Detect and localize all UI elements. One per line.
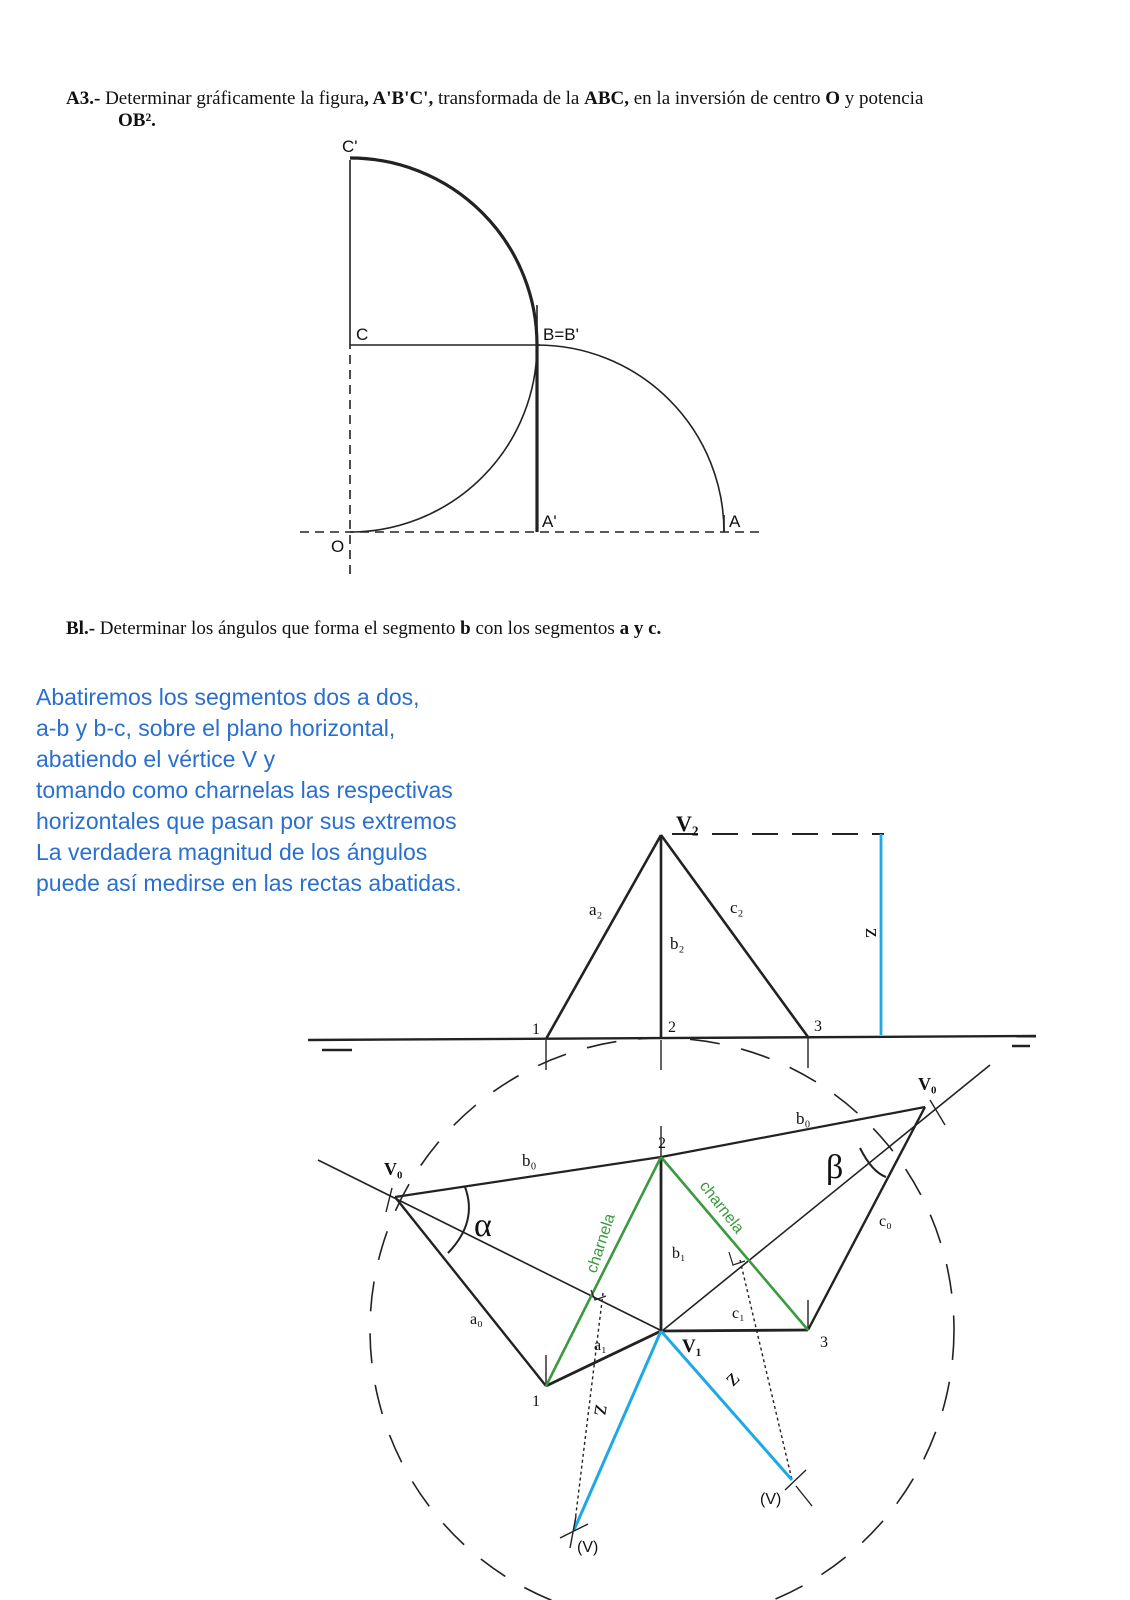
label-2-plan: 2 [658,1135,666,1152]
problem-b1-text-2: con los segmentos [470,618,620,639]
tick-v0-left [386,1188,392,1212]
label-1-elevation: 1 [532,1021,540,1038]
label-o: O [331,537,345,556]
label-z-right: z [718,1365,745,1392]
note-line: Abatiremos los segmentos dos a dos, [36,684,420,710]
segment-z-left [574,1331,661,1530]
note-line: horizontales que pasan por sus extremos [36,808,457,834]
ground-line [308,1036,1036,1040]
problem-a3-text-1: Determinar gráficamente la figura [100,88,365,109]
problem-b1-segment-b: b [460,618,471,639]
problem-a3-text-2: transformada de la [433,88,585,109]
diagram-a3 [300,158,765,580]
label-2-elevation: 2 [668,1019,676,1036]
label-v-left: (V) [577,1539,599,1556]
label-b1: b₁ [672,1245,686,1262]
note-line: puede así medirse en las rectas abatidas. [36,870,462,896]
label-v0-left: V₀ [384,1159,403,1179]
perpendicular-right-dotted [740,1260,792,1480]
segment-a0 [395,1197,546,1386]
note-line: La verdadera magnitud de los ángulos [36,839,428,865]
label-c1: c₁ [732,1305,745,1322]
segment-c0 [808,1107,925,1330]
label-beta: β [826,1149,844,1186]
label-3-plan: 3 [820,1334,828,1351]
diagram-b1-elevation-labels [532,811,886,1038]
problem-a3-power: OB². [118,110,156,131]
arc-ba [537,345,724,532]
problem-a3-number: A3.- [66,88,101,109]
label-a: A [729,512,741,531]
arc-ob [350,345,537,532]
label-a2: a₂ [589,900,603,919]
note-line: abatiendo el vértice V y [36,746,276,772]
label-b: B=B' [543,325,579,344]
problem-b1-number: Bl.- [66,618,96,639]
label-a-prime: A' [542,512,557,531]
label-b0-left: b₀ [522,1151,537,1170]
problem-b1-segments-ac: a y c. [619,618,662,639]
problem-b1-text-1: Determinar los ángulos que forma el segmento [95,618,461,639]
label-3-elevation: 3 [814,1018,822,1035]
label-c0: c₀ [879,1213,892,1230]
label-b0-right: b₀ [796,1109,811,1128]
label-v0-right: V₀ [918,1074,937,1094]
problem-a3-text-3: en la inversión de centro [628,88,826,109]
segment-c1 [661,1330,808,1331]
label-1-plan: 1 [532,1393,540,1410]
label-charnela-right: charnela [695,1177,748,1237]
label-a0: a₀ [470,1311,483,1328]
label-v1: V₁ [682,1336,702,1357]
angle-arc-alpha [448,1187,469,1253]
label-a1: a₁ [594,1337,607,1354]
segment-z-right [661,1331,792,1480]
problem-a3-figure-1: , A'B'C', [364,88,434,109]
label-z-elevation: z [861,928,886,938]
label-v2: V₂ [676,811,699,836]
line-through-v0-left [318,1160,662,1331]
label-charnela-left: charnela [583,1211,619,1276]
label-c-prime: C' [342,137,358,156]
label-alpha: α [474,1207,492,1244]
label-c: C [356,325,369,344]
note-line: a-b y b-c, sobre el plano horizontal, [36,715,396,741]
label-b2: b₂ [670,934,685,953]
problem-a3-text-4: y potencia [840,88,924,109]
problem-a3-figure-2: ABC, [584,88,629,109]
diagram-b1-plan [318,1038,990,1600]
label-v-right: (V) [760,1491,782,1508]
segment-a2 [546,835,661,1039]
label-c2: c₂ [730,898,744,917]
problem-a3-center: O [825,88,841,109]
note-line: tomando como charnelas las respectivas [36,777,453,803]
arc-c-prime-b [350,158,537,345]
label-z-left: z [588,1402,616,1418]
